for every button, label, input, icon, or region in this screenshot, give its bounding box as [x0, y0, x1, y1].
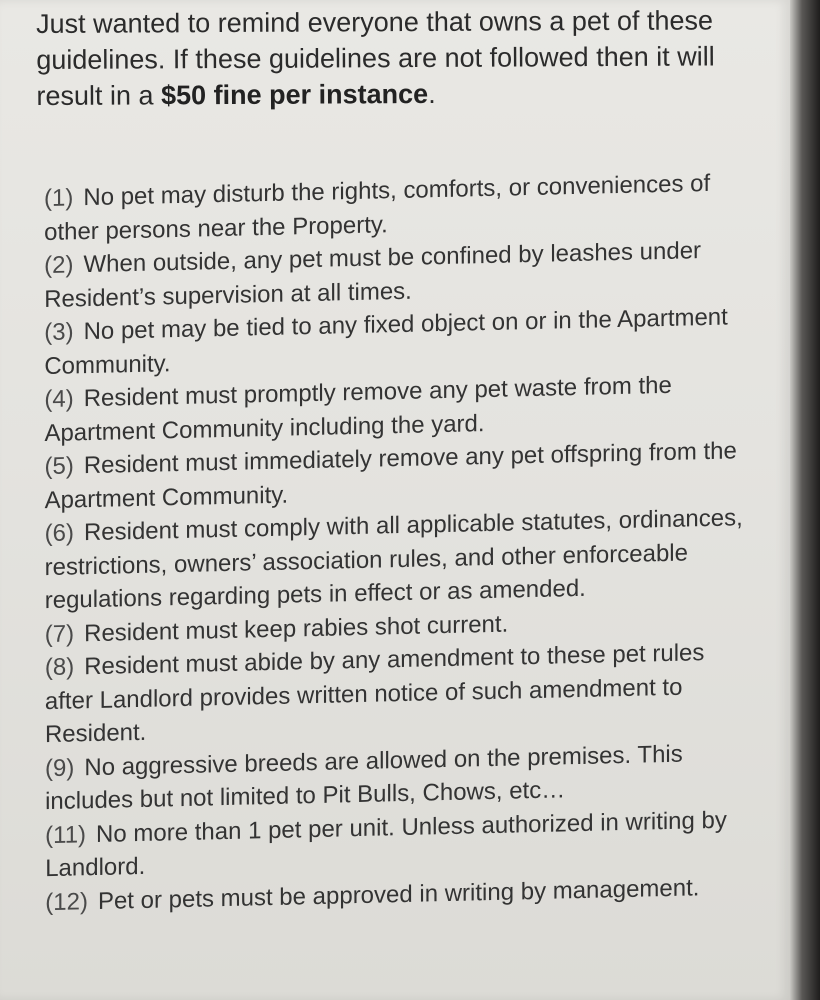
rule-text: No pet may be tied to any fixed object on or in the Apartment Community. [44, 303, 728, 380]
rule-number: (7) [44, 619, 75, 648]
rule-number: (5) [44, 452, 74, 481]
rule-text: When outside, any pet must be confined by leashes under Resident’s supervision at all times. [44, 237, 702, 313]
rule-number: (8) [44, 653, 75, 682]
rule-number: (9) [44, 753, 75, 782]
rule-text: Resident must comply with all applicable statutes, ordinances, restrictions, owners’ association rules, and other enforceable regulations regarding pets in effect or as amended. [44, 504, 743, 615]
rule-text: Resident must promptly remove any pet waste from the Apartment Community including the yard. [44, 371, 672, 447]
rule-number: (11) [45, 820, 87, 849]
intro-period: . [428, 78, 436, 109]
rule-number: (1) [44, 184, 74, 213]
fine-amount: $50 fine per instance [160, 78, 429, 111]
rule-text: No more than 1 pet per unit. Unless authorized in writing by Landlord. [45, 806, 727, 883]
screen-bezel-edge [790, 0, 820, 1000]
rule-item [45, 501, 745, 617]
rule-text: Resident must abide by any amendment to these pet rules after Landlord provides written notice of such amendment to Resident. [44, 639, 705, 749]
rule-text: Resident must keep rabies shot current. [84, 610, 509, 647]
rule-number: (3) [44, 318, 74, 347]
rule-text: Pet or pets must be approved in writing by management. [97, 873, 700, 915]
rule-number: (6) [44, 519, 74, 548]
rule-item [45, 635, 745, 751]
rule-text: Resident must immediately remove any pet offspring from the Apartment Community. [44, 437, 737, 514]
intro-paragraph [36, 2, 757, 114]
pet-rules-list [44, 166, 745, 919]
rule-text: No pet may disturb the rights, comforts, or conveniences of other persons near the Property. [44, 169, 711, 246]
rule-number: (12) [45, 887, 88, 916]
rule-number: (2) [44, 251, 74, 280]
rule-number: (4) [44, 385, 74, 414]
intro-text: Just wanted to remind everyone that owns a pet of these guidelines. If these guidelines are not followed then it will result in a [36, 5, 715, 111]
rule-text: No aggressive breeds are allowed on the premises. This includes but not limited to Pit Bulls, Chows, etc… [45, 740, 683, 816]
